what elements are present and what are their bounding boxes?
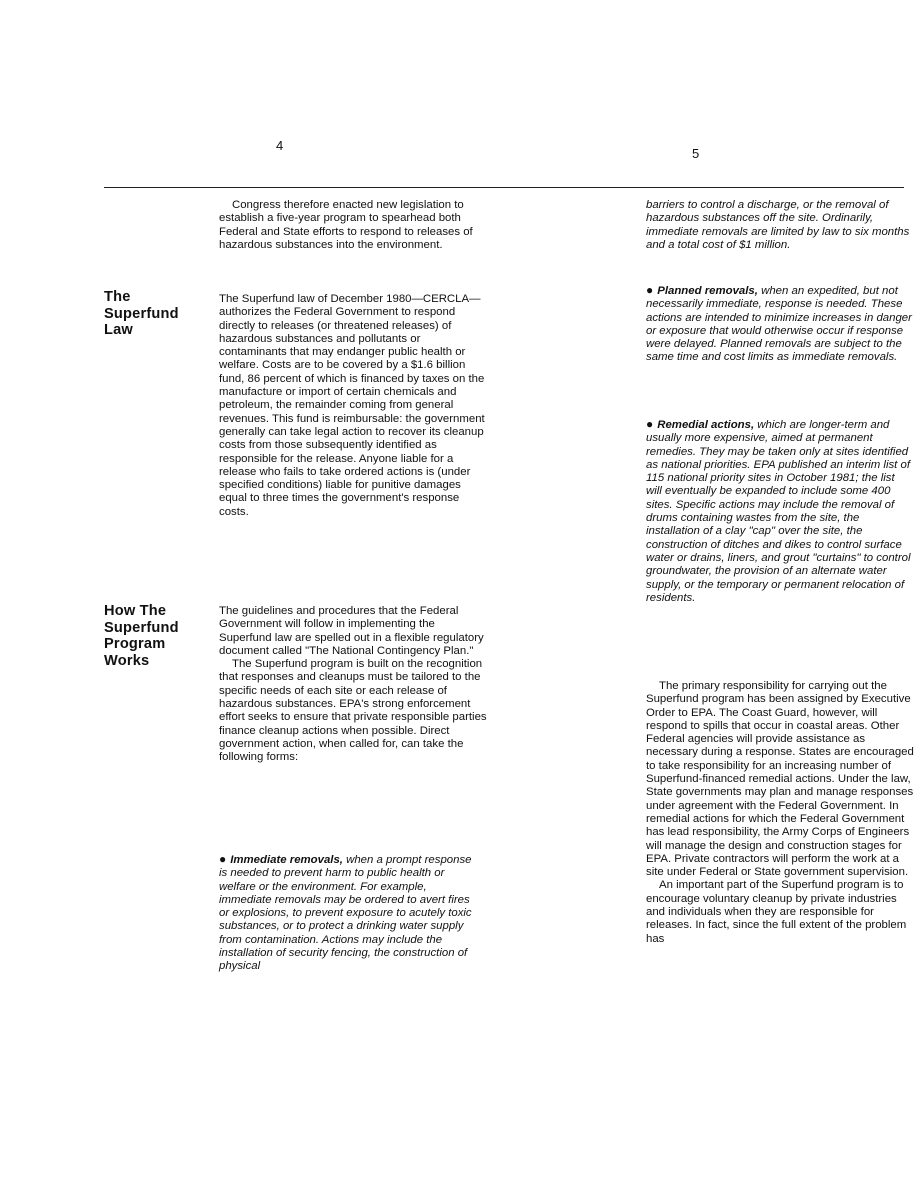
bullet-icon: ● [646,283,654,297]
superfund-law-text: The Superfund law of December 1980—CERCLA—authorizes the Federal Government to respond directly to releases (or threatened releases) of hazardous substances and pollutants or contaminants that may endanger public health or welfare. Costs are to be covered by a $1.6 billion fund, 86 percent of which is financed by taxes on the manufacture or import of certain chemicals and petroleum, the remainder coming from general revenues. This fund is reimbursable: the government generally can take legal action to recover its cleanup costs from those subsequently identified as responsible for the release. Anyone liable for a release who fails to take ordered actions is (under specified conditions) liable for punitive damages equal to three times the government's response costs. [219,293,485,518]
program-works-text-2: The Superfund program is built on the recognition that responses and cleanups must be tailored to the specific needs of each site or each release of hazardous substances. EPA's strong enforcement effort seeks to ensure that private responsible parties finance cleanup actions when possible. Direct government action, when called for, can take the following forms: [219,658,487,764]
bullet-icon: ● [646,417,654,431]
voluntary-cleanup-text: An important part of the Superfund program is to encourage voluntary cleanup by private industries and individuals when they are responsible for releases. In fact, since the full extent of the problem has [646,879,907,945]
immediate-removals-continued [646,199,912,252]
immediate-removals-continued-text: barriers to control a discharge, or the removal of hazardous substances off the site. Ordinarily, immediate removals are limited by law to six months and a total cost of $1 million. [646,199,910,251]
header-rule [104,187,904,188]
responsibility-section [646,680,916,946]
remedial-actions-lead: Remedial actions, [657,419,755,431]
immediate-removals-text: when a prompt response is needed to prevent harm to public health or welfare or the environment. For example, immediate removals may be ordered to avert fires or explosions, to prevent exposure to acutely toxic substances, or to protect a drinking water supply from contamination. Actions may include the installation of security fencing, the construction of physical [219,854,472,973]
immediate-removals-lead: Immediate removals, [230,854,343,866]
heading-superfund-law: The Superfund Law [104,289,179,338]
immediate-removals-item [219,853,481,974]
page-number-left: 4 [276,138,284,153]
remedial-actions-text: which are longer-term and usually more expensive, aimed at permanent remedies. They may be taken only at sites identified as national priorities. EPA published an interim list of 115 national priority sites in October 1981; the list will eventually be expanded to include some 400 sites. Specific actions may include the removal of drums containing wastes from the site, the installation of a clay "cap" over the site, the construction of ditches and dikes to control surface water or drains, liners, and grout "curtains" to control groundwater, the provision of an alternate water supply, or the temporary or permanent relocation of residents. [646,419,911,604]
intro-paragraph [219,199,487,252]
responsibility-text: The primary responsibility for carrying out the Superfund program has been assigned by Executive Order to EPA. The Coast Guard, however, will respond to spills that occur in coastal areas. Other Federal agencies will provide assistance as necessary during a response. States are encouraged to take responsibility for an increasing number of Superfund-financed remedial actions. Under the law, State governments may plan and manage responses under agreement with the Federal Government. In remedial actions for which the Federal Government has lead responsibility, the Army Corps of Engineers will manage the design and construction stages for EPA. Private contractors will perform the work at a site under Federal or State government supervision. [646,680,914,879]
program-works-text-1: The guidelines and procedures that the Federal Government will follow in implementing the Superfund law are spelled out in a flexible regulatory document called "The National Contingency Plan." [219,605,484,657]
planned-removals-lead: Planned removals, [657,285,758,297]
superfund-law-paragraph [219,293,487,519]
planned-removals-item [646,284,912,365]
heading-how-program-works: How The Superfund Program Works [104,603,179,669]
bullet-icon: ● [219,852,227,866]
planned-removals-text: when an expedited, but not necessarily immediate, response is needed. These actions are intended to minimize increases in danger or exposure that would otherwise occur if response were delayed. Planned removals are subject to the same time and cost limits as immediate removals. [646,285,912,364]
program-works-section [219,605,487,765]
page-number-right: 5 [692,146,700,161]
remedial-actions-item [646,418,912,605]
intro-text: Congress therefore enacted new legislation to establish a five-year program to spearhead both Federal and State efforts to respond to releases of hazardous substances into the environment. [219,199,473,251]
